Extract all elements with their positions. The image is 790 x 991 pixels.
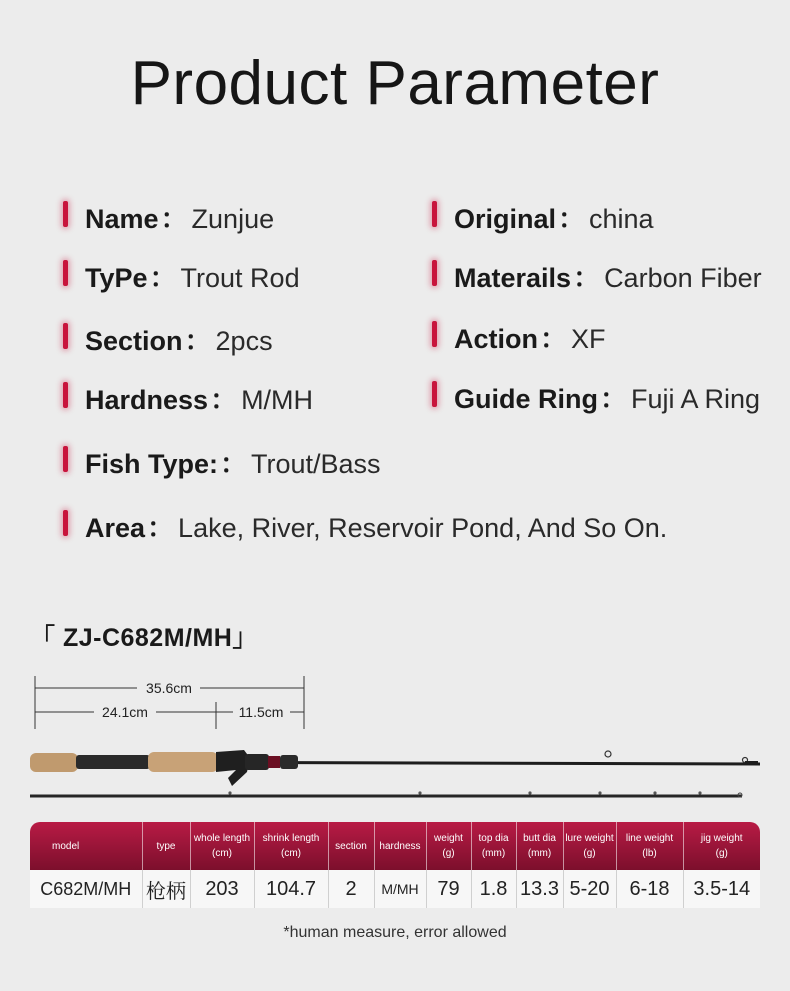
param-separator: ： xyxy=(573,263,601,293)
param-separator: ： xyxy=(210,385,238,415)
param-value: Trout/Bass xyxy=(251,449,381,479)
table-cell-lure-weight: 5-20 xyxy=(563,870,616,908)
param-key: Name xyxy=(85,204,159,234)
param-value: M/MH xyxy=(241,385,314,415)
param-separator: ： xyxy=(160,204,188,234)
param-value: Carbon Fiber xyxy=(604,263,762,293)
table-cell-jig-weight: 3.5-14 xyxy=(683,870,760,908)
measure-note: *human measure, error allowed xyxy=(283,924,507,941)
table-header-cell: hardness xyxy=(374,822,426,870)
param-key: Action xyxy=(454,324,538,354)
param-separator: ： xyxy=(149,263,177,293)
table-header-cell: type xyxy=(142,822,190,870)
table-cell-whole-length: 203 xyxy=(190,870,254,908)
table-cell-type: 枪柄 xyxy=(142,870,190,908)
param-value: Trout Rod xyxy=(180,263,300,293)
param-key: Guide Ring xyxy=(454,384,598,414)
dimension-rear: 11.5cm xyxy=(238,704,284,720)
param-key: TyPe xyxy=(85,263,148,293)
table-cell-top-dia: 1.8 xyxy=(471,870,516,908)
table-header-cell: shrink length (cm) xyxy=(254,822,328,870)
page-title: Product Parameter xyxy=(130,49,660,118)
table-cell-butt-dia: 13.3 xyxy=(516,870,563,908)
fore-cork-grip xyxy=(148,752,218,772)
table-header-cell: jig weight (g) xyxy=(683,822,760,870)
table-header-cell: line weight (lb) xyxy=(616,822,683,870)
table-cell-weight: 79 xyxy=(426,870,471,908)
table-cell-line-weight: 6-18 xyxy=(616,870,683,908)
param-key: Original xyxy=(454,204,557,234)
table-header-cell: top dia (mm) xyxy=(471,822,516,870)
table-cell-section: 2 xyxy=(328,870,374,908)
table-cell-model: C682M/MH xyxy=(30,870,142,908)
param-value: Lake, River, Reservoir Pond, And So On. xyxy=(178,513,668,543)
param-key: Hardness xyxy=(85,385,209,415)
dimension-total: 35.6cm xyxy=(146,680,192,696)
table-cell-shrink-length: 104.7 xyxy=(254,870,328,908)
model-heading: 「 ZJ-C682M/MH」 xyxy=(30,624,258,652)
param-separator: ： xyxy=(220,449,248,479)
rod-tip-section xyxy=(30,791,742,797)
reel-seat-trigger xyxy=(216,750,250,786)
dimension-front: 24.1cm xyxy=(102,704,148,720)
table-header-cell: model xyxy=(30,822,142,870)
param-key: Area xyxy=(85,513,146,543)
param-value: china xyxy=(589,204,654,234)
param-separator: ： xyxy=(600,384,627,414)
param-separator: ： xyxy=(184,326,212,356)
param-value: 2pcs xyxy=(215,326,273,356)
param-key: Fish Type: xyxy=(85,449,219,479)
param-separator: ： xyxy=(540,324,567,354)
param-value: XF xyxy=(571,324,606,354)
param-value: Fuji A Ring xyxy=(631,384,761,414)
table-header-cell: section xyxy=(328,822,374,870)
param-value: Zunjue xyxy=(191,204,275,234)
table-cell-hardness: M/MH xyxy=(374,870,426,908)
table-header-cell: weight (g) xyxy=(426,822,471,870)
table-header-cell: butt dia (mm) xyxy=(516,822,563,870)
table-header-row xyxy=(30,822,760,870)
param-key: Materails xyxy=(454,263,572,293)
param-key: Section xyxy=(85,326,183,356)
param-separator: ： xyxy=(147,513,175,543)
rear-cork-grip xyxy=(30,753,78,772)
spec-table xyxy=(30,822,760,908)
table-row xyxy=(30,870,760,908)
param-separator: ： xyxy=(558,204,586,234)
rod-butt-section xyxy=(30,750,760,786)
table-header-cell: lure weight (g) xyxy=(563,822,616,870)
table-header-cell: whole length (cm) xyxy=(190,822,254,870)
